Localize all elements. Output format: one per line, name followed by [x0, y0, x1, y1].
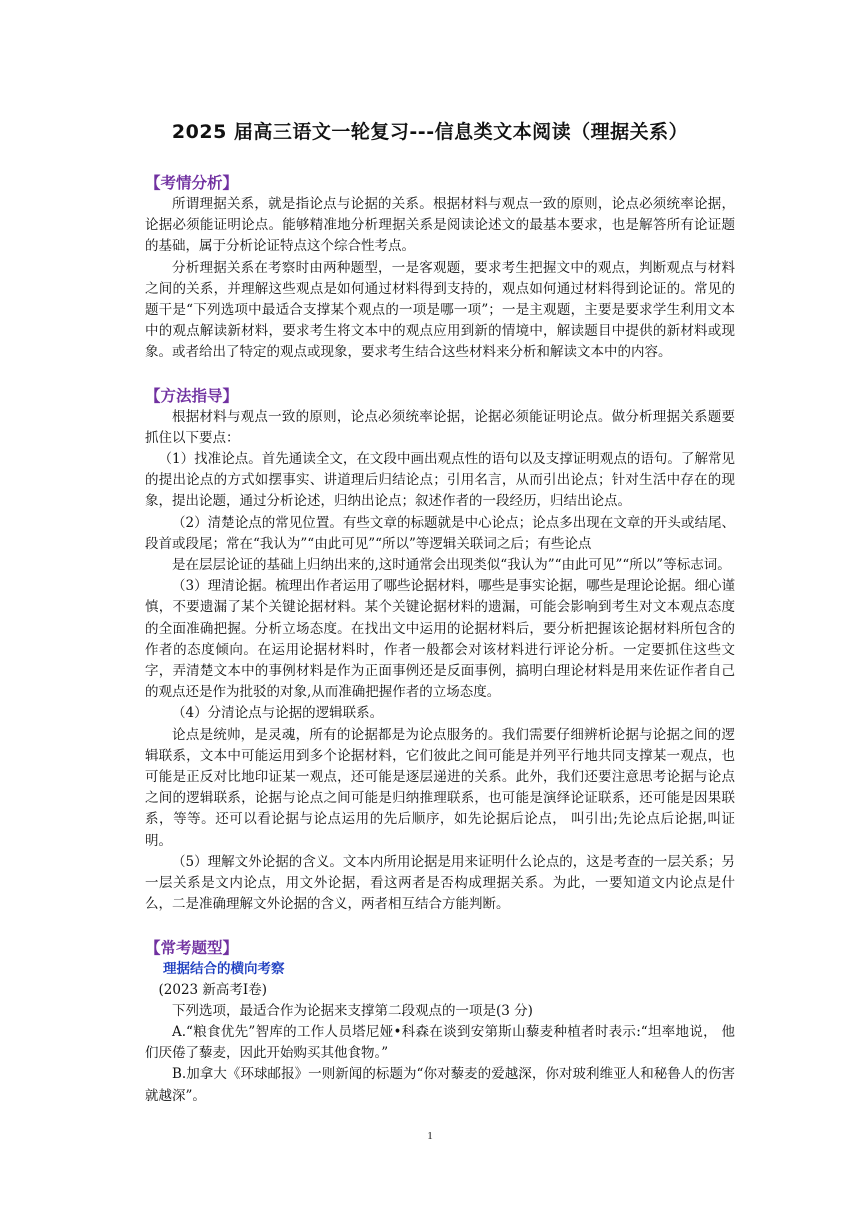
question-source: (2023 新高考Ⅰ卷): [158, 981, 268, 998]
section-heading-types: 【常考题型】: [145, 938, 239, 957]
analysis-paragraph-2: 分析理据关系在考察时由两种题型，一是客观题，要求考生把握文中的观点，判断观点与材料之间的关系，并理解这些观点是如何通过材料得到支持的，观点如何通过材料得到论证的。常见的题干是“下列选项中最适合支撑某个观点的一项是哪一项”；一是主观题，主要是要求学生利用文本中的观点解读新材料，要求考生将文本中的观点应用到新的情境中，解读题目中提供的新材料或现象。或者给出了特定的观点或现象，要求考生结合这些材料来分析和解读文本中的内容。: [145, 259, 735, 361]
method-point-2a: （2）清楚论点的常见位置。有些文章的标题就是中心论点；论点多出现在文章的开头或结尾、段首或段尾；常在“我认为”“由此可见”“所以”等逻辑关联词之后；有些论点: [145, 514, 735, 552]
section-heading-method: 【方法指导】: [145, 386, 239, 405]
question-stem: 下列选项，最适合作为论据来支撑第二段观点的一项是(3 分): [172, 1002, 533, 1019]
subheading-horizontal: 理据结合的横向考察: [163, 960, 285, 977]
page-number: 1: [427, 1130, 433, 1142]
method-point-2b: 是在层层论证的基础上归纳出来的,这时通常会出现类似“我认为”“由此可见”“所以”等标志词。: [172, 557, 731, 574]
document-body: [145, 172, 735, 1107]
analysis-paragraph-1: 所谓理据关系，就是指论点与论据的关系。根据材料与观点一致的原则，论点必须统率论据，论据必须能证明论点。能够精准地分析理据关系是阅读论述文的最基本要求，也是解答所有论证题的基础，属于分析论证特点这个综合性考点。: [145, 196, 735, 255]
method-point-1: （1）找准论点。首先通读全文，在文段中画出观点性的语句以及支撑证明观点的语句。了解常见的提出论点的方式如摆事实、讲道理后归结论点；引用名言，从而引出论点；针对生活中存在的现象，提出论题，通过分析论述，归纳出论点；叙述作者的一段经历，归结出论点。: [145, 451, 735, 510]
option-a: A.“粮食优先”智库的工作人员塔尼娅•科森在谈到安第斯山藜麦种植者时表示:“坦率地说， 他们厌倦了藜麦，因此开始购买其他食物。”: [145, 1023, 735, 1062]
option-b: B.加拿大《环球邮报》一则新闻的标题为“你对藜麦的爱越深，你对玻利维亚人和秘鲁人的伤害就越深”。: [145, 1066, 735, 1104]
method-point-4: （4）分清论点与论据的逻辑联系。: [172, 705, 384, 722]
method-point-3: （3）理清论据。梳理出作者运用了哪些论据材料，哪些是事实论据，哪些是理论论据。细心谨慎，不要遗漏了某个关键论据材料。某个关键论据材料的遗漏，可能会影响到考生对文本观点态度的全面准确把握。分析立场态度。在找出文中运用的论据材料后，要分析把握该论据材料所包含的作者的态度倾向。在运用论据材料时，作者一般都会对该材料进行评论分析。一定要抓住这些文字，弄清楚文本中的事例材料是作为正面事例还是反面事例，搞明白理论材料是用来佐证作者自己的观点还是作为批驳的对象,从而准确把握作者的立场态度。: [145, 578, 735, 701]
method-point-5: （5）理解文外论据的含义。文本内所用论据是用来证明什么论点的，这是考查的一层关系；另一层关系是文内论点，用文外论据，看这两者是否构成理据关系。为此，一要知道文内论点是什么，二是准确理解文外论据的含义，两者相互结合方能判断。: [145, 853, 735, 913]
document-title: 2025 届高三语文一轮复习---信息类文本阅读（理据关系）: [171, 121, 689, 143]
method-point-4-body: 论点是统帅，是灵魂，所有的论据都是为论点服务的。我们需要仔细辨析论据与论据之间的逻辑联系，文本中可能运用到多个论据材料，它们彼此之间可能是并列平行地共同支撑某一观点，也可能是正反对比地印证某一观点，还可能是逐层递进的关系。此外，我们还要注意思考论据与论点之间的逻辑联系，论据与论点之间可能是归纳推理联系，也可能是演绎论证联系，还可能是因果联系，等等。还可以看论据与论点运用的先后顺序，如先论据后论点， 叫引出;先论点后论据,叫证明。: [145, 726, 735, 849]
method-intro: 根据材料与观点一致的原则，论点必须统率论据，论据必须能证明论点。做分析理据关系题要抓住以下要点：: [145, 408, 735, 446]
section-heading-analysis: 【考情分析】: [145, 174, 239, 192]
